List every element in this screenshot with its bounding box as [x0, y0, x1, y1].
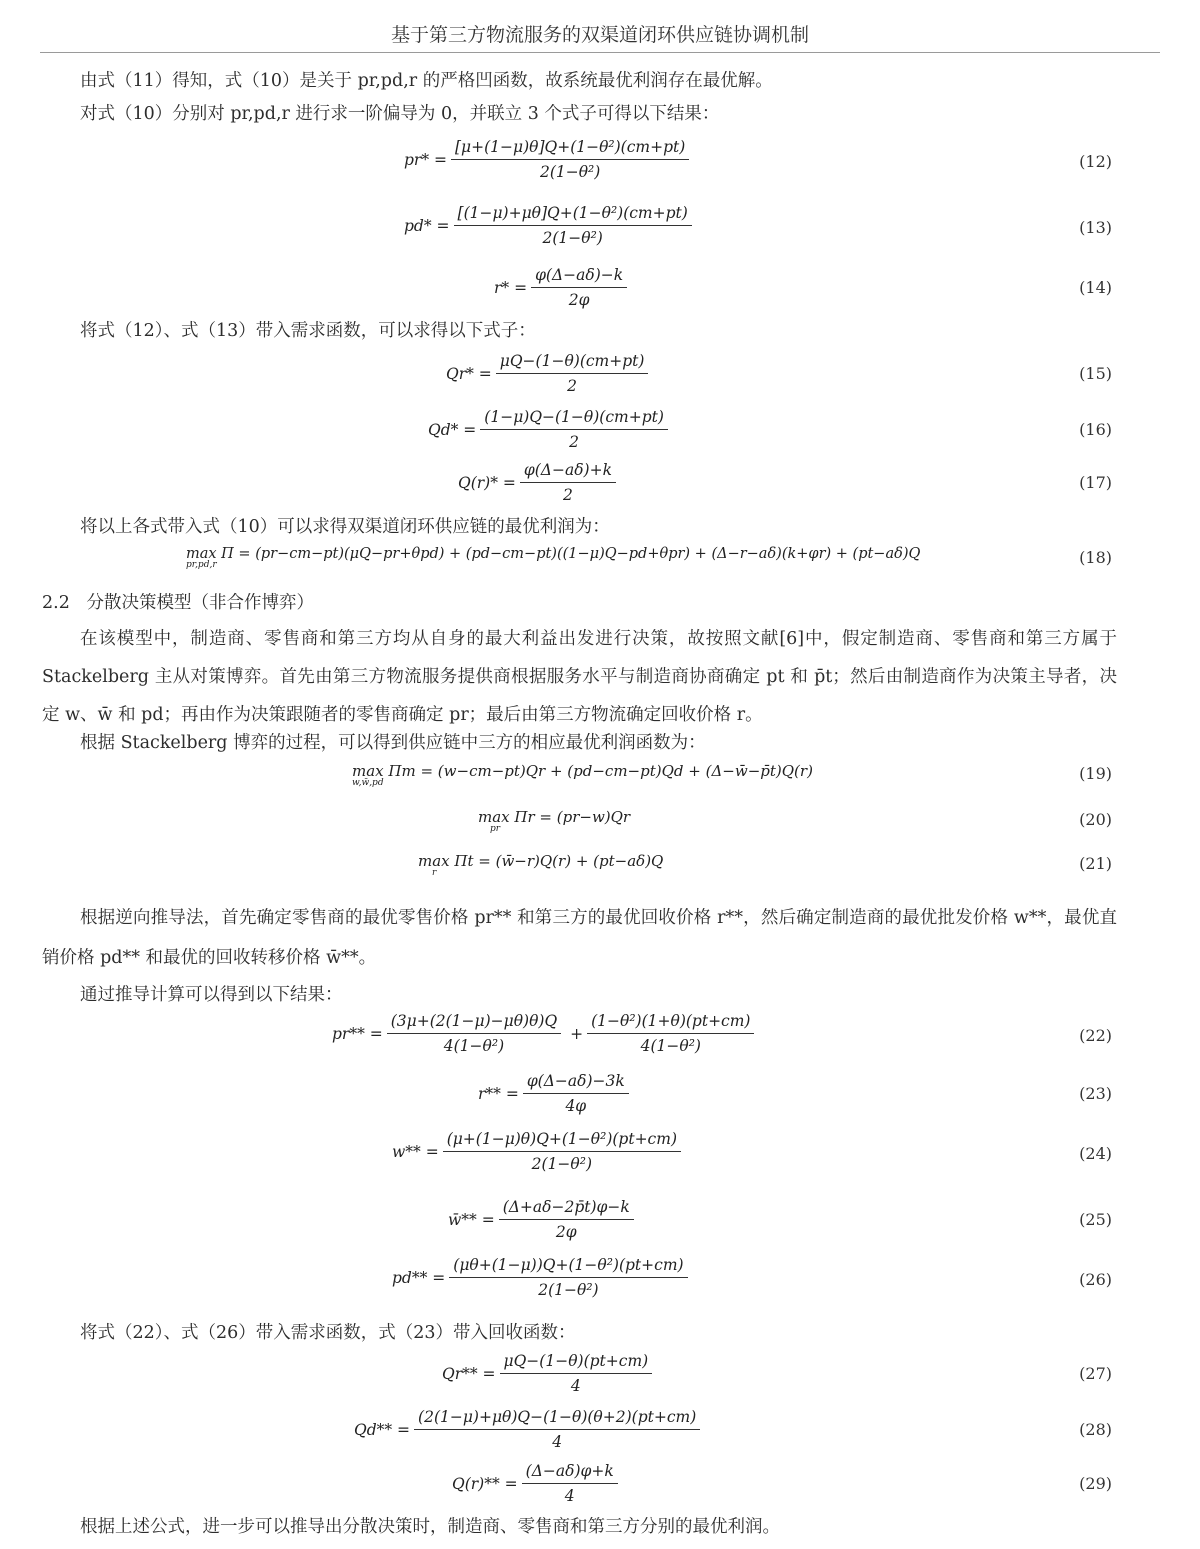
section-heading [42, 588, 314, 618]
equation-25-lhs: w̄** = [448, 1210, 495, 1229]
equation-22-denominator: 4(1−θ²) [387, 1033, 561, 1055]
equation-25 [0, 1198, 1200, 1248]
header-rule [40, 52, 1160, 53]
equation-20-expression: max Πr = (pr−w)Qr [478, 808, 631, 826]
equation-24-denominator: 2(1−θ²) [443, 1151, 681, 1173]
equation-14-lhs: r* = [494, 278, 528, 297]
equation-number: (28) [1079, 1420, 1112, 1439]
equation-21 [0, 852, 1200, 888]
equation-number: (12) [1079, 152, 1112, 171]
equation-18-subscript: pr,pd,r [186, 560, 217, 570]
equation-26 [0, 1256, 1200, 1310]
equation-27-numerator: μQ−(1−θ)(pt+cm) [503, 1352, 649, 1370]
equation-number: (15) [1079, 364, 1112, 383]
equation-15-numerator: μQ−(1−θ)(cm+pt) [499, 352, 645, 370]
equation-number: (26) [1079, 1270, 1112, 1289]
equation-25-denominator: 2φ [499, 1219, 634, 1241]
paragraph-3: 将式（12）、式（13）带入需求函数，可以求得以下式子： [80, 321, 536, 341]
equation-22-numerator-2: (1−θ²)(1+θ)(pt+cm) [591, 1012, 751, 1030]
equation-14-numerator: φ(Δ−aδ)−k [535, 266, 624, 284]
equation-28-lhs: Qd** = [354, 1420, 411, 1439]
equation-29-lhs: Q(r)** = [452, 1474, 518, 1493]
equation-20-subscript: pr [490, 824, 501, 834]
equation-20 [0, 808, 1200, 844]
paragraph-5: 在该模型中，制造商、零售商和第三方均从自身的最大利益出发进行决策，故按照文献[6]中，假定制造商、零售商和第三方属于 Stackelberg 主从对策博弈。首先由第三方物流服务提供商根据服务水平与制造商协商确定 pt 和 p̄t；然后由制造商作为决策主导者，决定 w、w̄ 和 pd；再由作为决策跟随者的零售商确定 pr；最后由第三方物流确定回收价格 r。 [42, 629, 1117, 725]
equation-12-lhs: pr* = [404, 150, 447, 169]
equation-15 [0, 352, 1200, 402]
equation-22-lhs: pr** = [332, 1024, 383, 1043]
equation-22-numerator: (3μ+(2(1−μ)−μθ)θ)Q [390, 1012, 558, 1030]
equation-number: (16) [1079, 420, 1112, 439]
equation-26-denominator: 2(1−θ²) [449, 1277, 687, 1299]
equation-13-numerator: [(1−μ)+μθ]Q+(1−θ²)(cm+pt) [457, 204, 688, 222]
equation-number: (27) [1079, 1364, 1112, 1383]
paragraph-10: 根据上述公式，进一步可以推导出分散决策时，制造商、零售商和第三方分别的最优利润。 [80, 1517, 780, 1537]
equation-number: (19) [1079, 764, 1112, 783]
equation-number: (21) [1079, 854, 1112, 873]
equation-number: (25) [1079, 1210, 1112, 1229]
equation-12-denominator: 2(1−θ²) [451, 159, 689, 181]
equation-16-denominator: 2 [480, 429, 668, 451]
equation-number: (29) [1079, 1474, 1112, 1493]
equation-number: (17) [1079, 473, 1112, 492]
equation-16 [0, 408, 1200, 458]
equation-26-numerator: (μθ+(1−μ))Q+(1−θ²)(pt+cm) [453, 1256, 684, 1274]
equation-16-lhs: Qd* = [428, 420, 477, 439]
equation-18 [0, 546, 1200, 582]
equation-23 [0, 1072, 1200, 1122]
equation-28-denominator: 4 [414, 1429, 700, 1451]
equation-15-lhs: Qr* = [446, 364, 492, 383]
equation-14 [0, 266, 1200, 316]
equation-29-denominator: 4 [522, 1483, 618, 1505]
equation-23-numerator: φ(Δ−aδ)−3k [526, 1072, 625, 1090]
equation-13 [0, 204, 1200, 258]
equation-13-denominator: 2(1−θ²) [454, 225, 692, 247]
equation-27 [0, 1352, 1200, 1402]
equation-28-numerator: (2(1−μ)+μθ)Q−(1−θ)(θ+2)(pt+cm) [418, 1408, 697, 1426]
paragraph-4: 将以上各式带入式（10）可以求得双渠道闭环供应链的最优利润为： [80, 517, 610, 537]
equation-24-numerator: (μ+(1−μ)θ)Q+(1−θ²)(pt+cm) [446, 1130, 677, 1148]
equation-17-denominator: 2 [520, 482, 616, 504]
equation-22 [0, 1012, 1200, 1066]
equation-22-plus: + [570, 1024, 584, 1043]
paragraph-9: 将式（22）、式（26）带入需求函数，式（23）带入回收函数： [80, 1323, 576, 1343]
equation-29-numerator: (Δ−aδ)φ+k [525, 1462, 614, 1480]
equation-21-subscript: r [432, 868, 437, 878]
equation-number: (13) [1079, 218, 1112, 237]
equation-24 [0, 1130, 1200, 1184]
section-title: 分散决策模型（非合作博弈） [86, 593, 315, 613]
equation-23-denominator: 4φ [523, 1093, 629, 1115]
equation-19-expression: max Πm = (w−cm−pt)Qr + (pd−cm−pt)Qd + (Δ−w̄−p̄t)Q(r) [352, 762, 813, 780]
equation-26-lhs: pd** = [392, 1268, 446, 1287]
equation-23-lhs: r** = [478, 1084, 519, 1103]
equation-22-denominator-2: 4(1−θ²) [587, 1033, 754, 1055]
equation-number: (24) [1079, 1144, 1112, 1163]
equation-number: (23) [1079, 1084, 1112, 1103]
paragraph-8: 通过推导计算可以得到以下结果： [80, 985, 343, 1005]
equation-19 [0, 762, 1200, 798]
equation-13-lhs: pd* = [404, 216, 450, 235]
equation-number: (20) [1079, 810, 1112, 829]
equation-number: (22) [1079, 1026, 1112, 1045]
equation-17-lhs: Q(r)* = [458, 473, 516, 492]
paragraph-6: 根据 Stackelberg 博弈的过程，可以得到供应链中三方的相应最优利润函数为： [80, 733, 706, 753]
equation-27-lhs: Qr** = [442, 1364, 496, 1383]
equation-15-denominator: 2 [496, 373, 649, 395]
equation-17-numerator: φ(Δ−aδ)+k [523, 461, 612, 479]
paragraph-7: 根据逆向推导法，首先确定零售商的最优零售价格 pr** 和第三方的最优回收价格 r**，然后确定制造商的最优批发价格 w**，最优直销价格 pd** 和最优的回收转移价格 w̄**。 [42, 908, 1117, 968]
equation-number: (18) [1079, 548, 1112, 567]
equation-14-denominator: 2φ [531, 287, 627, 309]
paragraph-1: 由式（11）得知，式（10）是关于 pr,pd,r 的严格凹函数，故系统最优利润存在最优解。 [80, 71, 773, 91]
equation-27-denominator: 4 [500, 1373, 653, 1395]
equation-25-numerator: (Δ+aδ−2p̄t)φ−k [502, 1198, 630, 1216]
section-number: 2.2 [42, 593, 70, 613]
equation-number: (14) [1079, 278, 1112, 297]
equation-21-expression: max Πt = (w̄−r)Q(r) + (pt−aδ)Q [418, 852, 664, 870]
equation-28 [0, 1408, 1200, 1458]
equation-24-lhs: w** = [392, 1142, 439, 1161]
equation-19-subscript: w,w̄,pd [352, 778, 384, 788]
equation-17 [0, 461, 1200, 511]
equation-12-numerator: [μ+(1−μ)θ]Q+(1−θ²)(cm+pt) [455, 138, 686, 156]
running-title: 基于第三方物流服务的双渠道闭环供应链协调机制 [390, 24, 809, 46]
equation-16-numerator: (1−μ)Q−(1−θ)(cm+pt) [484, 408, 664, 426]
paragraph-2: 对式（10）分别对 pr,pd,r 进行求一阶偏导为 0，并联立 3 个式子可得以下结果： [80, 104, 720, 124]
equation-18-expression: max Π = (pr−cm−pt)(μQ−pr+θpd) + (pd−cm−pt)((1−μ)Q−pd+θpr) + (Δ−r−aδ)(k+φr) + (pt−aδ)Q [186, 546, 921, 562]
equation-29 [0, 1462, 1200, 1512]
equation-12 [0, 138, 1200, 192]
